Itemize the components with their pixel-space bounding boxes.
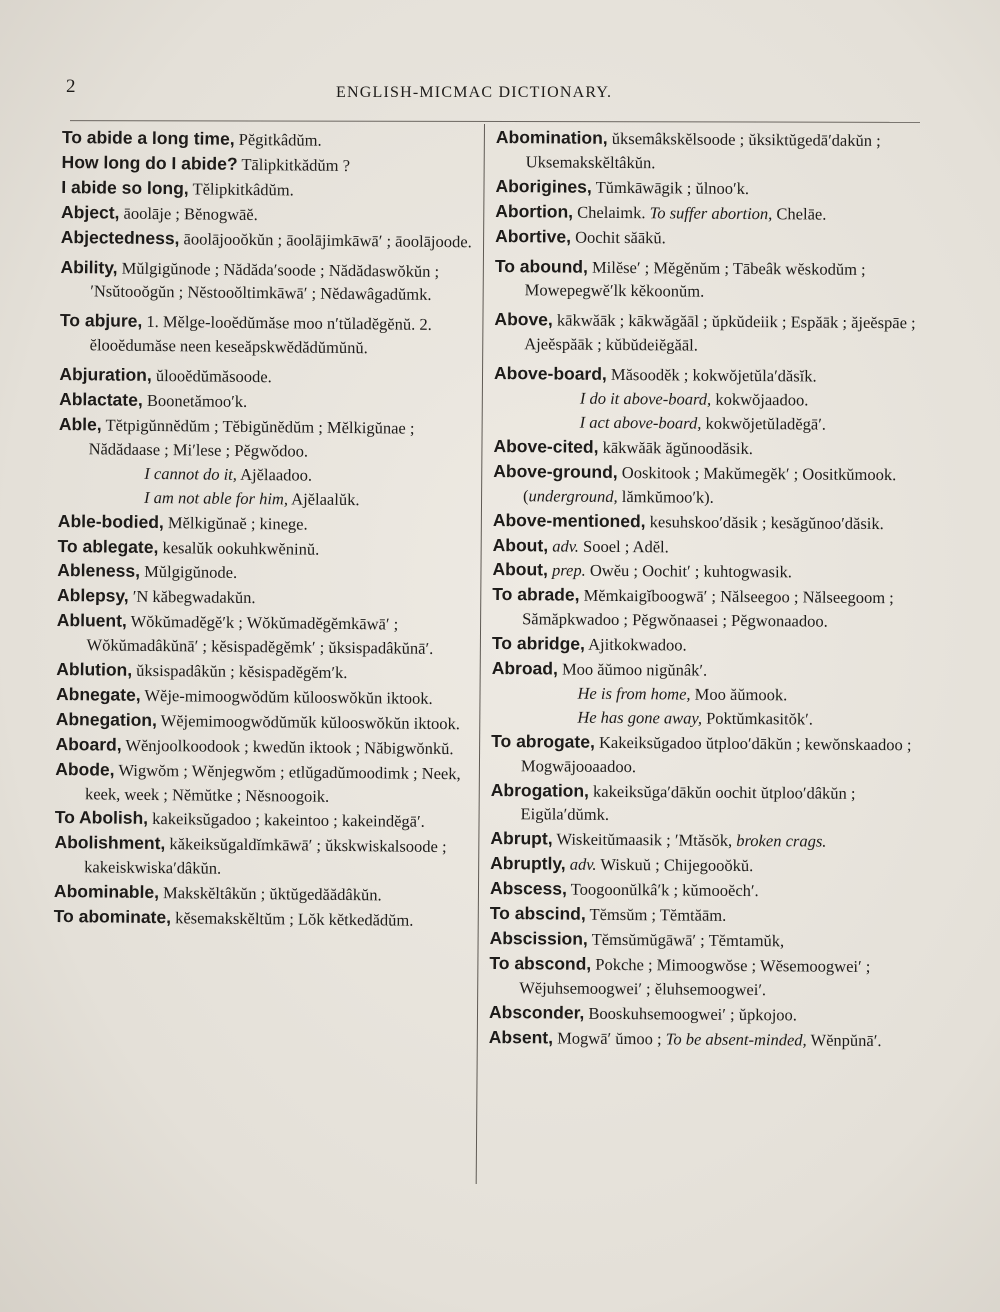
example-phrase: I cannot do it,	[144, 463, 238, 484]
dictionary-entry	[61, 151, 476, 179]
usage-example	[88, 461, 473, 489]
definition-cont: Wĕnpŭnā′.	[806, 1030, 882, 1050]
headword: Ablepsy,	[56, 585, 129, 607]
definition: Tĕmsŭmŭgāwā′ ; Tĕmtamŭk,	[587, 929, 785, 951]
headword: Abortive,	[495, 225, 572, 247]
usage-example	[521, 705, 921, 732]
dictionary-entry	[491, 730, 921, 781]
dictionary-entry	[490, 852, 920, 879]
definition: āoolājooŏkŭn ; āoolājimkāwā′ ; āoolājoode.	[179, 228, 472, 251]
headword: Absconder,	[488, 1001, 585, 1023]
dictionary-entry	[489, 1026, 919, 1053]
definition: Ajitkokwadoo.	[584, 634, 687, 655]
definition: Mŭlgigŭnode ; Nădăda′soode ; Nădădaswŏkŭn ; ′Nsŭtooŏgŭn ; Nĕstooŏltimkāwā′ ; Nĕdawâgadŭmk.	[90, 258, 440, 305]
definition: Tĕtpigŭnnĕdŭm ; Tĕbigŭnĕdŭm ; Mĕlkigŭnae ; Nădădaase ; Mi′lese ; Pĕgwŏdoo.	[88, 415, 415, 461]
definition: Makskĕltâkŭn ; ŭktŭgedăădâkŭn.	[158, 883, 382, 905]
definition: Wĕje-mimoogwŏdŭm kŭlooswŏkŭn iktook.	[140, 685, 433, 708]
headword: Ablactate,	[59, 389, 143, 410]
definition: Boonetămoo′k.	[142, 390, 248, 412]
dictionary-entry	[490, 827, 920, 854]
dictionary-entry	[489, 1001, 919, 1028]
dictionary-entry	[61, 201, 476, 229]
headword: To Abolish,	[54, 807, 149, 829]
headword: Aboard,	[55, 733, 122, 755]
dictionary-entry	[495, 255, 925, 306]
italic-phrase: underground,	[528, 485, 618, 506]
definition: Kakeiksŭgadoo ŭtploo′dākŭn ; kewŏnskaadoo ; Mogwājooaadoo.	[520, 732, 912, 776]
dictionary-entry	[61, 226, 476, 254]
dictionary-entry	[55, 733, 470, 761]
headword: Abruptly,	[490, 853, 566, 874]
italic-phrase: To be absent-minded,	[665, 1028, 807, 1050]
dictionary-entry	[490, 877, 920, 904]
headword: Abode,	[55, 758, 115, 780]
headword: Ableness,	[57, 560, 141, 582]
headword: To abide a long time,	[61, 126, 235, 149]
definition: āoolāje ; Bĕnogwāĕ.	[119, 203, 258, 224]
dictionary-entry	[491, 657, 922, 732]
headword: Abscission,	[489, 927, 588, 949]
column-divider	[476, 124, 485, 1184]
example-translation: kokwŏjaadoo.	[711, 389, 809, 410]
dictionary-entry	[493, 460, 923, 511]
headword: To abominate,	[53, 906, 172, 928]
dictionary-entry	[493, 509, 923, 536]
left-column	[54, 126, 477, 934]
running-head: ENGLISH-MICMAC DICTIONARY.	[336, 84, 613, 101]
headword: Above-board,	[493, 363, 607, 385]
usage-example	[88, 485, 473, 513]
definition: ŭksispadâkŭn ; kĕsispadĕgĕm′k.	[132, 660, 348, 683]
example-phrase: I am not able for him,	[144, 487, 289, 509]
part-of-speech: adv.	[569, 854, 597, 875]
dictionary-entry	[490, 902, 920, 929]
part-of-speech: prep.	[551, 560, 586, 581]
italic-phrase: To suffer abortion,	[649, 202, 773, 223]
italic-phrase: broken crags.	[736, 831, 827, 851]
definition: Owĕu ; Oochit′ ; kuhtogwasik.	[585, 561, 793, 582]
dictionary-entry	[490, 779, 920, 830]
definition: ′N kăbegwadakŭn.	[128, 587, 256, 608]
headword: To abscond,	[489, 952, 592, 974]
headword: I abide so long,	[61, 176, 189, 199]
dictionary-entry	[490, 927, 920, 954]
dictionary-entry	[489, 952, 919, 1003]
dictionary-entry	[59, 363, 474, 391]
headword: Above-cited,	[493, 435, 599, 457]
dictionary-entry	[495, 200, 925, 227]
definition: Toogoonŭlkâ′k ; kŭmooĕch′.	[566, 879, 759, 901]
headword: To abscind,	[489, 903, 586, 924]
definition: Tālipkitkădŭm ?	[237, 154, 351, 175]
dictionary-entry	[60, 309, 475, 361]
headword: Aborigines,	[495, 175, 592, 197]
headword: Abjectedness,	[60, 226, 180, 248]
definition: Sooel ; Adĕl.	[578, 536, 669, 556]
headword: Abroad,	[491, 658, 558, 679]
dictionary-entry	[56, 609, 471, 661]
dictionary-entry	[57, 584, 472, 612]
definition: Wigwŏm ; Wĕnjegwŏm ; etlŭgadŭmoodimk ; Neek, keek, week ; Nĕmŭtke ; Nĕsnoogoik.	[84, 760, 461, 806]
right-column	[489, 126, 926, 1054]
dictionary-entry	[61, 176, 476, 204]
headword: Above-ground,	[493, 460, 618, 482]
definition: Măsoodĕk ; kokwŏjetŭla′dăsĭk.	[606, 365, 817, 386]
dictionary-entry	[54, 831, 469, 883]
dictionary-entry	[492, 583, 922, 634]
dictionary-entry	[492, 558, 922, 585]
example-phrase: I act above-board,	[579, 412, 702, 433]
dictionary-entry	[58, 413, 474, 513]
definition: kesalŭk ookuhkwĕninŭ.	[158, 537, 320, 559]
definition: Tĕmsŭm ; Tĕmtăām.	[585, 904, 727, 925]
page-number: 2	[66, 76, 76, 97]
definition: kākwăāk ; kākwăgăāl ; ŭpkŭdeiik ; Espăāk ; ăjeĕspāe ; Ajeĕspăāk ; kŭbŭdeiĕgăāl.	[524, 310, 916, 355]
dictionary-entry	[59, 388, 474, 416]
headword: Abnegate,	[55, 683, 141, 705]
definition: kĕsemakskĕltŭm ; Lŏk kĕtkedădŭm.	[170, 908, 414, 930]
example-translation: Ajĕlaadoo.	[236, 464, 313, 485]
definition: kākwăāk ăgŭnoodăsik.	[598, 437, 754, 458]
dictionary-entry	[56, 683, 471, 711]
headword: Abolishment,	[54, 832, 166, 854]
dictionary-entry	[492, 632, 922, 659]
headword: Abjuration,	[59, 364, 152, 386]
example-translation: Ajĕlaalŭk.	[287, 489, 360, 509]
definition: 1. Mĕlge-looĕdŭmăse moo n′tŭladĕgĕnŭ. 2. ĕlooĕdumăse neen keseăpskwĕdădŭmŭnŭ.	[89, 312, 432, 358]
definition: kesuhskoo′dăsik ; kesăgŭnoo′dăsik.	[645, 511, 884, 533]
dictionary-entry	[56, 658, 471, 686]
definition: Tŭmkāwāgik ; ŭlnoo′k.	[591, 177, 750, 198]
usage-example	[521, 681, 921, 708]
headword: To abjure,	[59, 310, 143, 332]
definition: Milĕse′ ; Mĕgĕnŭm ; Tābeâk wĕskodŭm ; Mowepegwĕ′lk kĕkoonŭm.	[524, 257, 866, 302]
usage-example	[524, 386, 924, 413]
headword: Abomination,	[495, 126, 608, 148]
headword: To abound,	[494, 255, 588, 277]
definition: kakeiksŭga′dākŭn oochit ŭtploo′dâkŭn ; Eigŭla′dŭmk.	[520, 781, 856, 825]
headword: Able-bodied,	[57, 510, 164, 532]
definition: Wiskuŭ ; Chijegooŏkŭ.	[596, 855, 754, 876]
definition: Ooskitook ; Makŭmegĕk′ ; Oositkŭmook. (	[523, 462, 897, 505]
definition: kăkeiksŭgaldĭmkāwā′ ; ŭkskwiskalsoode ; kakeiskwiska′dâkŭn.	[84, 834, 447, 878]
headword: To abrogate,	[491, 730, 595, 752]
dictionary-entry	[494, 362, 925, 437]
definition: Tĕlipkitkâdŭm.	[188, 179, 294, 200]
part-of-speech: adv.	[552, 535, 580, 556]
dictionary-entry	[493, 533, 923, 560]
definition: Wĕnjoolkoodook ; kwedŭn iktook ; Năbigwŏnkŭ.	[121, 735, 454, 758]
definition: Pĕgitkâdŭm.	[234, 129, 322, 150]
dictionary-entry	[55, 806, 470, 834]
dictionary-entry	[55, 758, 470, 810]
headword: Abnegation,	[55, 708, 158, 730]
dictionary-entry	[58, 510, 473, 538]
headword: Ability,	[60, 256, 118, 278]
headword: Absent,	[488, 1026, 554, 1048]
headword: Ablution,	[56, 659, 133, 680]
headword: Above-mentioned,	[492, 509, 646, 531]
dictionary-entry	[62, 126, 477, 154]
headword: To ablegate,	[57, 535, 159, 557]
headword: Abrupt,	[490, 828, 553, 849]
headword: Abscess,	[489, 878, 567, 899]
headword: Above,	[494, 309, 553, 330]
headword: About,	[492, 534, 549, 555]
definition: Oochit săākŭ.	[570, 227, 666, 247]
headword: Abrogation,	[490, 779, 590, 801]
definition: Moo ăŭmoo nigŭnâk′.	[557, 659, 708, 680]
dictionary-entry	[493, 435, 923, 462]
dictionary-entry	[54, 905, 469, 933]
headword: Abluent,	[56, 610, 127, 631]
dictionary-entry	[57, 559, 472, 587]
definition: Wŏkŭmadĕgĕ′k ; Wŏkŭmadĕgĕmkāwā′ ; Wŏkŭmadâkŭnā′ ; kĕsispadĕgĕmk′ ; ŭksispadâkŭnā′.	[86, 611, 434, 659]
example-phrase: I do it above-board,	[579, 388, 712, 409]
dictionary-entry	[56, 708, 471, 736]
headword: Abject,	[60, 201, 120, 223]
definition: Mĕmkaigĭboogwā′ ; Nălseegoo ; Nălseegoom ; Sămăpkwadoo ; Pĕgwŏnaasei ; Pĕgwonaadoo.	[522, 585, 894, 631]
definition: Chelaimk.	[573, 202, 650, 222]
dictionary-entry	[495, 225, 925, 252]
definition: Wiskeitŭmaasik ; ′Mtăsŏk,	[552, 829, 737, 851]
definition: ŭksemâkskĕlsoode ; ŭksiktŭgedā′dakŭn ; Uksemakskĕltâkŭn.	[525, 128, 881, 173]
headword: How long do I abide?	[61, 151, 238, 174]
usage-example	[524, 410, 924, 437]
dictionary-entry	[60, 256, 475, 308]
headword: Able,	[58, 413, 102, 435]
definition: Mŭlgigŭnode.	[139, 562, 238, 583]
example-phrase: He has gone away,	[577, 707, 703, 728]
dictionary-entry	[57, 534, 472, 562]
dictionary-entry	[54, 880, 469, 908]
definition: Mĕlkigŭnaĕ ; kinege.	[163, 512, 308, 534]
headword: Abominable,	[53, 881, 160, 903]
definition: Pokche ; Mimoogwŏse ; Wĕsemoogwei′ ; Wĕjuhsemoogwei′ ; ĕluhsemoogwei′.	[519, 954, 871, 999]
definition-cont: Chelāe.	[772, 203, 827, 224]
definition: Booskuhsemoogwei′ ; ŭpkojoo.	[584, 1003, 798, 1025]
headword: Abortion,	[495, 200, 574, 222]
example-phrase: He is from home,	[577, 683, 691, 704]
example-translation: kokwŏjetŭladĕgā′.	[701, 413, 827, 434]
dictionary-entry	[494, 308, 924, 359]
definition: Mogwā′ ŭmoo ;	[552, 1028, 666, 1048]
definition: kakeiksŭgadoo ; kakeintoo ; kakeindĕgā′.	[147, 809, 425, 832]
example-translation: Moo ăŭmook.	[690, 684, 788, 705]
example-translation: Poktŭmkasitŏk′.	[701, 708, 813, 729]
headword: About,	[492, 559, 549, 580]
dictionary-entry	[496, 126, 926, 177]
headword: To abrade,	[492, 584, 580, 605]
headword: To abridge,	[491, 633, 586, 654]
header-rule	[70, 120, 920, 123]
definition-cont: lămkŭmoo′k).	[617, 486, 714, 507]
dictionary-entry	[495, 175, 925, 202]
definition: Wĕjemimoogwŏdŭmŭk kŭlooswŏkŭn iktook.	[156, 710, 461, 734]
definition: ŭlooĕdŭmăsoode.	[151, 366, 272, 387]
